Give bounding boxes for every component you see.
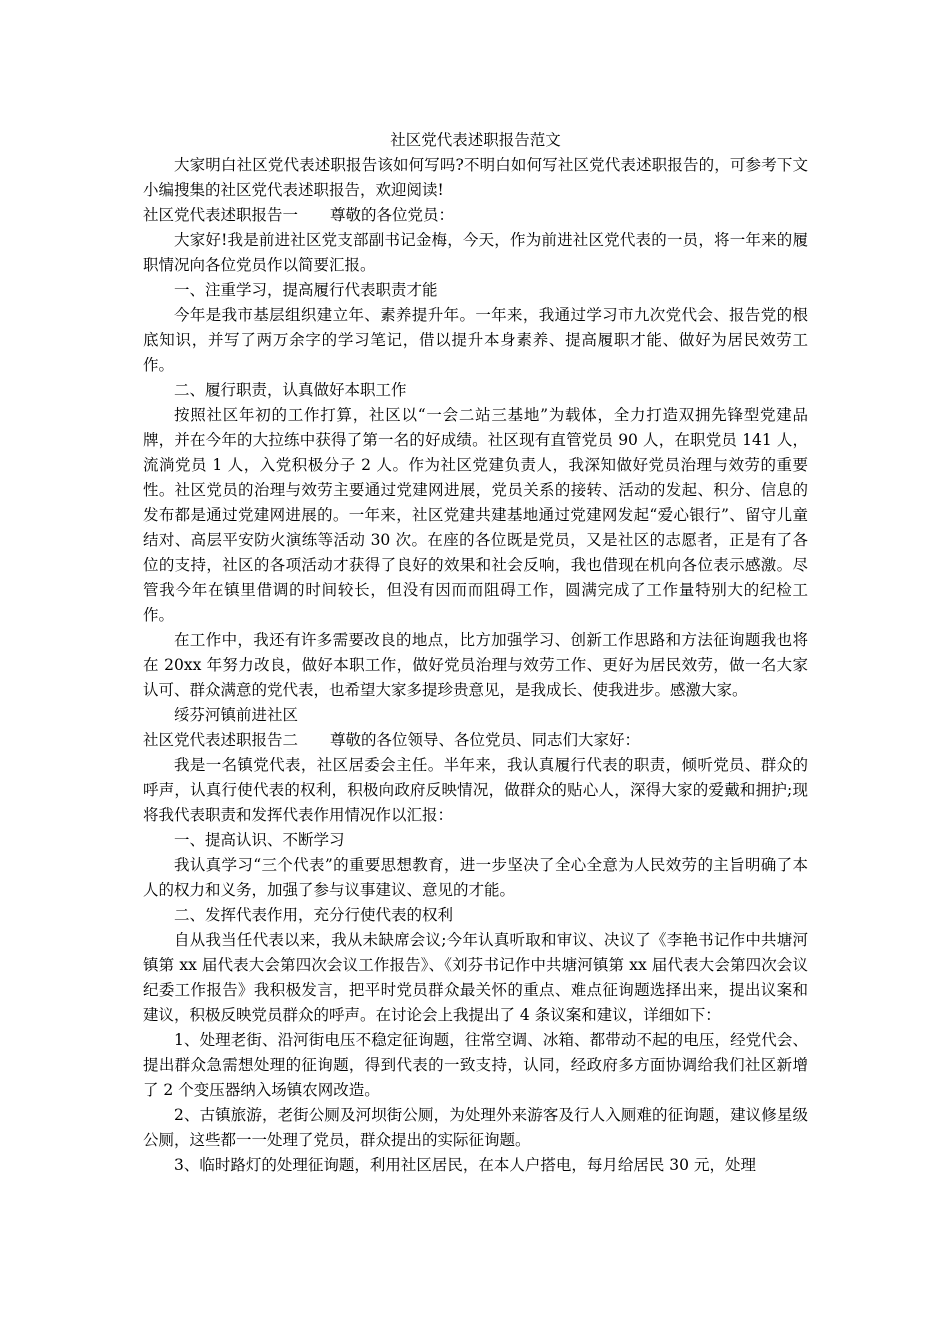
report1-paragraph: 按照社区年初的工作打算，社区以“一会二站三基地”为载体，全力打造双拥先锋型党建品牌，并在今年的大拉练中获得了第一名的好成绩。社区现有直管党员 90 人，在职党员 141 人，流淌党员 1 人，入党积极分子 2 人。作为社区党建负责人，我深知做好党员治理与效劳的重要性。社区党员的治理与效劳主要通过党建网进展，党员关系的接转、活动的发起、积分、信息的发布都是通过党建网进展的。一年来，社区党建共建基地通过党建网发起“爱心银行”、留守儿童结对、高层平安防火演练等活动 30 次。在座的各位既是党员，又是社区的志愿者，正是有了各位的支持，社区的各项活动才获得了良好的效果和社会反响，我也借现在机向各位表示感激。尽管我今年在镇里借调的时间较长，但没有因而而阻碍工作，圆满完成了工作量特别大的纪检工作。 [143,406,808,624]
report1-heading: 社区党代表述职报告一 [143,206,299,224]
report2-list-item: 2、古镇旅游，老街公厕及河坝街公厕，为处理外来游客及行人入厕难的征询题，建议修星级公厕，这些都一一处理了党员，群众提出的实际征询题。 [143,1106,808,1149]
report1-paragraph: 在工作中，我还有许多需要改良的地点，比方加强学习、创新工作思路和方法征询题我也将在 20xx 年努力改良，做好本职工作，做好党员治理与效劳工作、更好为居民效劳，做一名大家认可、群众满意的党代表，也希望大家多提珍贵意见，是我成长、使我进步。感激大家。 [143,631,808,699]
report1-heading-line [143,203,808,228]
report1-section-heading: 一、注重学习，提高履行代表职责才能 [174,281,438,299]
report2-section-heading: 一、提高认识、不断学习 [174,831,345,849]
report2-section-heading: 二、发挥代表作用，充分行使代表的权利 [174,906,454,924]
report2-list-item: 3、临时路灯的处理征询题，利用社区居民，在本人户搭电，每月给居民 30 元，处理 [174,1156,756,1174]
report2-paragraph: 我是一名镇党代表，社区居委会主任。半年来，我认真履行代表的职责，倾听党员、群众的呼声，认真行使代表的权利，积极向政府反映情况，做群众的贴心人，深得大家的爱戴和拥护;现将我代表职责和发挥代表作用情况作以汇报： [143,756,808,824]
document-title: 社区党代表述职报告范文 [390,131,561,149]
report2-paragraph: 自从我当任代表以来，我从未缺席会议;今年认真听取和审议、决议了《李艳书记作中共塘河镇第 xx 届代表大会第四次会议工作报告》、《刘芬书记作中共塘河镇第 xx 届代表大会第四次会议纪委工作报告》我积极发言，把平时党员群众最关怀的重点、难点征询题选择出来，提出议案和建议，积极反映党员群众的呼声。在讨论会上我提出了 4 条议案和建议，详细如下： [143,931,808,1024]
report1-paragraph: 今年是我市基层组织建立年、素养提升年。一年来，我通过学习市九次党代会、报告党的根底知识，并写了两万余字的学习笔记，借以提升本身素养、提高履职才能、做好为居民效劳工作。 [143,306,808,374]
report1-salutation: 尊敬的各位党员： [330,206,455,224]
report2-list-item: 1、处理老街、沿河街电压不稳定征询题，往常空调、冰箱、都带动不起的电压，经党代会、提出群众急需想处理的征询题，得到代表的一致支持，认同，经政府多方面协调给我们社区新增了 2 个变压器纳入场镇农网改造。 [143,1031,808,1099]
report1-signature: 绥芬河镇前进社区 [174,706,299,724]
report2-salutation: 尊敬的各位领导、各位党员、同志们大家好： [330,731,641,749]
report2-heading-line [143,728,808,753]
document-page [143,128,808,1178]
report1-section-heading: 二、履行职责，认真做好本职工作 [174,381,407,399]
report2-heading: 社区党代表述职报告二 [143,731,299,749]
intro-paragraph: 大家明白社区党代表述职报告该如何写吗?不明白如何写社区党代表述职报告的，可参考下文小编搜集的社区党代表述职报告，欢迎阅读! [143,156,808,199]
report2-paragraph: 我认真学习“三个代表”的重要思想教育，进一步坚决了全心全意为人民效劳的主旨明确了本人的权力和义务，加强了参与议事建议、意见的才能。 [143,856,808,899]
report1-paragraph: 大家好!我是前进社区党支部副书记金梅，今天，作为前进社区党代表的一员，将一年来的履职情况向各位党员作以简要汇报。 [143,231,808,274]
